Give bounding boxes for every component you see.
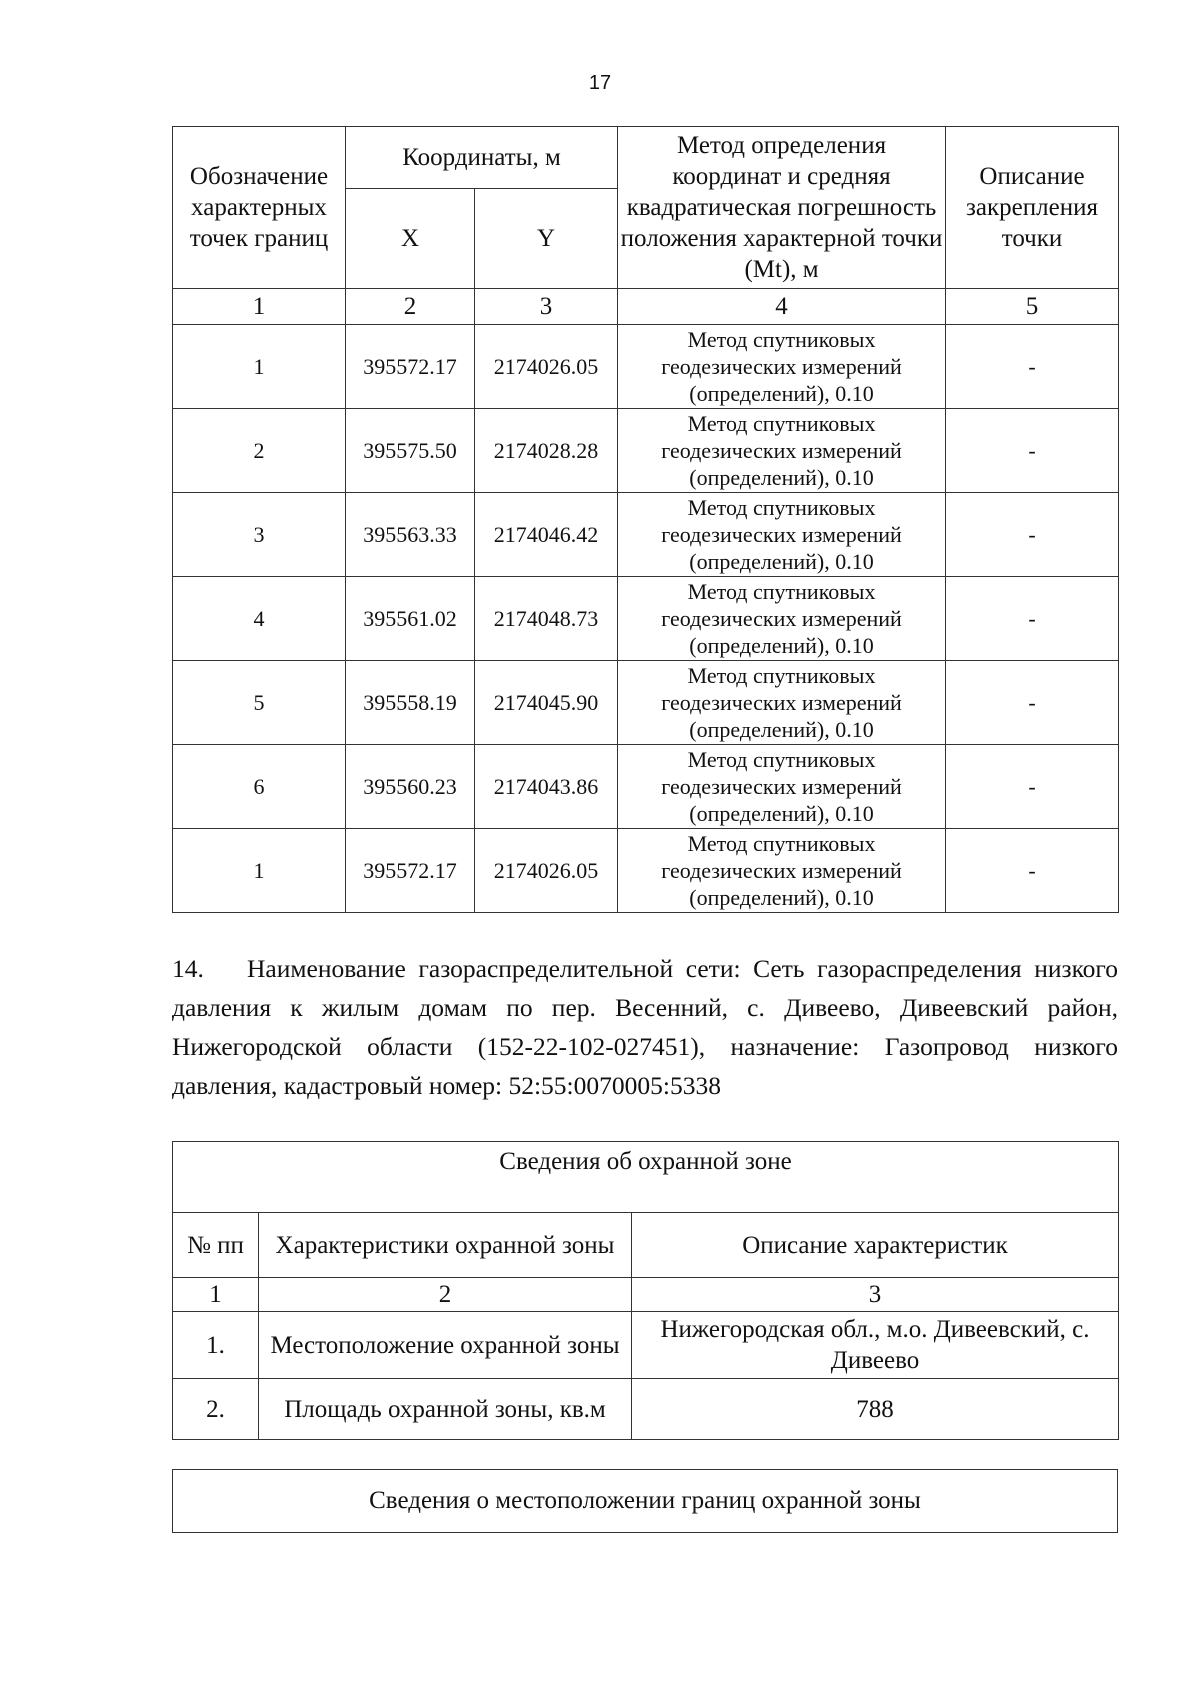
method-cell: Метод спутниковых геодезических измерений (определений), 0.10 bbox=[618, 325, 946, 409]
column-number: 1 bbox=[173, 1278, 259, 1312]
header-y: Y bbox=[475, 189, 618, 289]
characteristic-cell: Площадь охранной зоны, кв.м bbox=[259, 1379, 632, 1440]
protection-zone-table bbox=[172, 1141, 1119, 1440]
table-row bbox=[173, 409, 1119, 493]
coord-y: 2174028.28 bbox=[475, 409, 618, 493]
boundary-location-table bbox=[172, 1469, 1118, 1533]
header-fixing: Описание закрепления точки bbox=[946, 127, 1119, 289]
fixing-cell: - bbox=[946, 829, 1119, 913]
point-id: 6 bbox=[173, 745, 346, 829]
column-numbers-row bbox=[173, 289, 1119, 325]
coord-x: 395575.50 bbox=[346, 409, 475, 493]
header-no: № пп bbox=[173, 1213, 259, 1278]
method-cell: Метод спутниковых геодезических измерений (определений), 0.10 bbox=[618, 577, 946, 661]
point-id: 1 bbox=[173, 829, 346, 913]
header-x: X bbox=[346, 189, 475, 289]
section-number: 14. bbox=[172, 954, 204, 983]
method-cell: Метод спутниковых геодезических измерений (определений), 0.10 bbox=[618, 493, 946, 577]
zone-table-title-row bbox=[173, 1142, 1119, 1213]
coord-x: 395561.02 bbox=[346, 577, 475, 661]
section-text: Наименование газораспределительной сети: Сеть газораспределения низкого давления к жилым домам по пер. Весенний, с. Дивеево, Дивеевский район, Нижегородской области (152-22-102-027451), назначение: Газопровод низкого давления, кадастровый номер: 52:55:0070005:5338 bbox=[172, 954, 1118, 1100]
method-cell: Метод спутниковых геодезических измерений (определений), 0.10 bbox=[618, 829, 946, 913]
method-cell: Метод спутниковых геодезических измерений (определений), 0.10 bbox=[618, 409, 946, 493]
location-title-row bbox=[173, 1470, 1118, 1533]
zone-header-row bbox=[173, 1213, 1119, 1278]
row-number: 2. bbox=[173, 1379, 259, 1440]
coord-x: 395563.33 bbox=[346, 493, 475, 577]
description-cell: 788 bbox=[632, 1379, 1119, 1440]
column-number: 5 bbox=[946, 289, 1119, 325]
table-row bbox=[173, 325, 1119, 409]
coord-x: 395572.17 bbox=[346, 829, 475, 913]
method-cell: Метод спутниковых геодезических измерений (определений), 0.10 bbox=[618, 661, 946, 745]
fixing-cell: - bbox=[946, 745, 1119, 829]
characteristic-cell: Местоположение охранной зоны bbox=[259, 1312, 632, 1379]
coord-y: 2174043.86 bbox=[475, 745, 618, 829]
table-row bbox=[173, 493, 1119, 577]
coord-y: 2174046.42 bbox=[475, 493, 618, 577]
header-designation: Обозначение характерных точек границ bbox=[173, 127, 346, 289]
coord-y: 2174048.73 bbox=[475, 577, 618, 661]
table-row bbox=[173, 1379, 1119, 1440]
header-description: Описание характеристик bbox=[632, 1213, 1119, 1278]
column-number: 1 bbox=[173, 289, 346, 325]
table-row bbox=[173, 745, 1119, 829]
header-method: Метод определения координат и средняя квадратическая погрешность положения характерной точки (Mt), м bbox=[618, 127, 946, 289]
header-coordinates: Координаты, м bbox=[346, 127, 618, 189]
column-number: 2 bbox=[259, 1278, 632, 1312]
point-id: 1 bbox=[173, 325, 346, 409]
description-cell: Нижегородская обл., м.о. Дивеевский, с. Дивеево bbox=[632, 1312, 1119, 1379]
point-id: 5 bbox=[173, 661, 346, 745]
coord-y: 2174026.05 bbox=[475, 829, 618, 913]
column-numbers-row bbox=[173, 1278, 1119, 1312]
fixing-cell: - bbox=[946, 409, 1119, 493]
column-number: 3 bbox=[632, 1278, 1119, 1312]
fixing-cell: - bbox=[946, 493, 1119, 577]
row-number: 1. bbox=[173, 1312, 259, 1379]
fixing-cell: - bbox=[946, 325, 1119, 409]
table-row bbox=[173, 577, 1119, 661]
coord-x: 395558.19 bbox=[346, 661, 475, 745]
coordinates-table bbox=[172, 126, 1119, 913]
fixing-cell: - bbox=[946, 577, 1119, 661]
zone-table-title: Сведения об охранной зоне bbox=[173, 1142, 1119, 1213]
method-cell: Метод спутниковых геодезических измерений (определений), 0.10 bbox=[618, 745, 946, 829]
location-table-title: Сведения о местоположении границ охранной зоны bbox=[173, 1470, 1118, 1533]
point-id: 2 bbox=[173, 409, 346, 493]
column-number: 2 bbox=[346, 289, 475, 325]
coord-x: 395560.23 bbox=[346, 745, 475, 829]
page-number: 17 bbox=[588, 72, 612, 94]
coords-header-row-1 bbox=[173, 127, 1119, 189]
header-characteristics: Характеристики охранной зоны bbox=[259, 1213, 632, 1278]
fixing-cell: - bbox=[946, 661, 1119, 745]
column-number: 3 bbox=[475, 289, 618, 325]
table-row bbox=[173, 829, 1119, 913]
table-row bbox=[173, 1312, 1119, 1379]
coord-x: 395572.17 bbox=[346, 325, 475, 409]
point-id: 4 bbox=[173, 577, 346, 661]
coord-y: 2174045.90 bbox=[475, 661, 618, 745]
point-id: 3 bbox=[173, 493, 346, 577]
coord-y: 2174026.05 bbox=[475, 325, 618, 409]
table-row bbox=[173, 661, 1119, 745]
column-number: 4 bbox=[618, 289, 946, 325]
section-14-paragraph bbox=[172, 949, 1118, 1105]
